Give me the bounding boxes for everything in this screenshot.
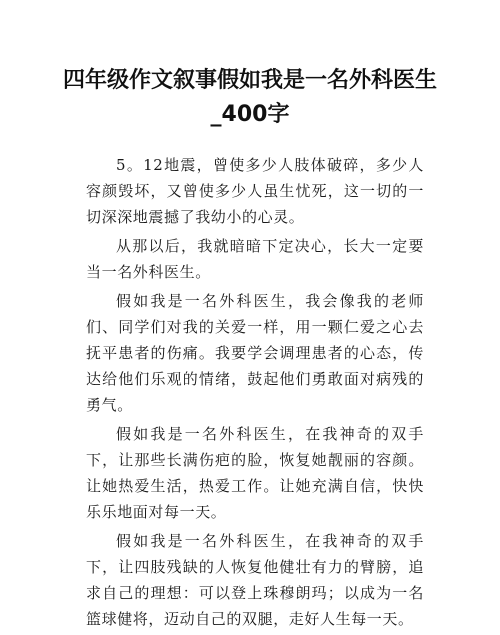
paragraph: 假如我是一名外科医生，我会像我的老师们、同学们对我的关爱一样，用一颗仁爱之心去抚平患者的伤痛。我要学会调理患者的心态，传达给他们乐观的情绪，鼓起他们勇敢面对病残的勇气。 [86,292,424,414]
paragraph: 假如我是一名外科医生，在我神奇的双手下，让那些长满伤疤的脸，恢复她靓丽的容颜。让她热爱生活，热爱工作。让她充满自信，快快乐乐地面对每一天。 [86,425,424,521]
document-body [86,152,424,635]
paragraph: 5。12地震，曾使多少人肢体破碎，多少人容颜毁坏，又曾使多少人虽生忧死，这一切的一切深深地震撼了我幼小的心灵。 [86,156,424,226]
paragraph: 从那以后，我就暗暗下定决心，长大一定要当一名外科医生。 [86,237,424,281]
document-title: 四年级作文叙事假如我是一名外科医生_400字 [62,68,437,127]
paragraph: 假如我是一名外科医生，在我神奇的双手下，让四肢残缺的人恢复他健壮有力的臂膀，追求自己的理想：可以登上珠穆朗玛；以成为一名篮球健将，迈动自己的双腿，走好人生每一天。 [86,532,424,628]
